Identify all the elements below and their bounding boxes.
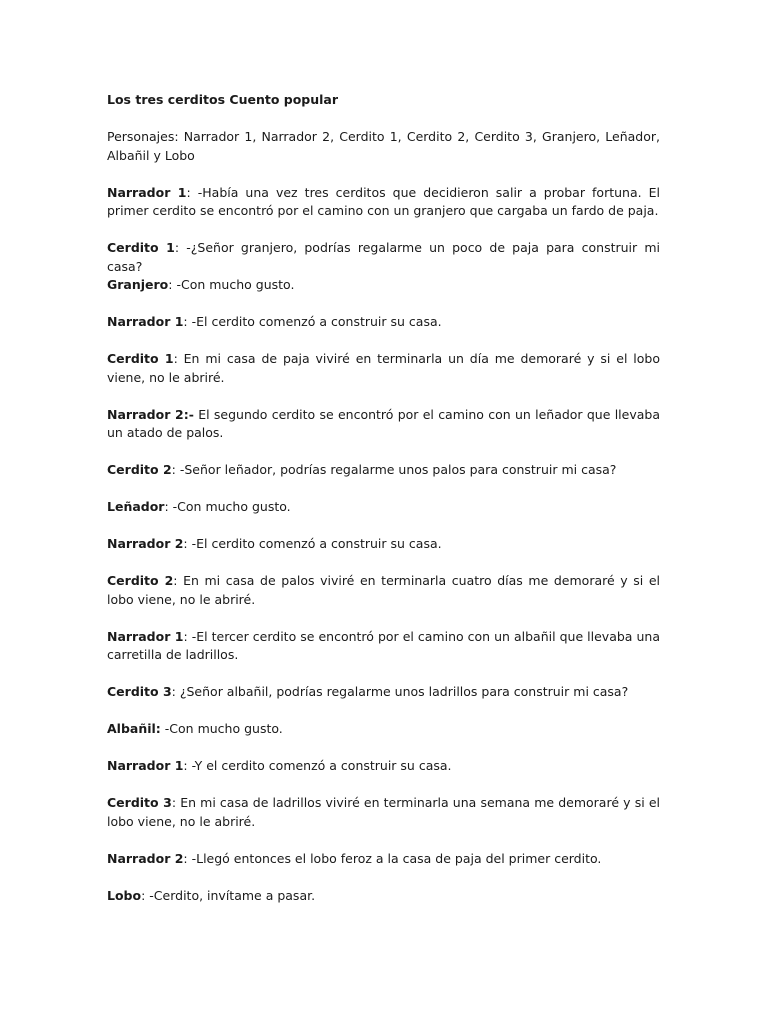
spacer — [107, 702, 660, 721]
spacer — [107, 295, 660, 314]
dialogue-line — [107, 461, 660, 480]
line-text: -El cerdito comenzó a construir su casa. — [191, 314, 442, 329]
separator: : — [164, 499, 173, 514]
line-text: En mi casa de paja viviré en terminarla un día me demoraré y si el lobo viene, no le abriré. — [107, 351, 660, 385]
dialogue-line — [107, 535, 660, 554]
speaker: Narrador 1 — [107, 184, 187, 200]
line-text: -Con mucho gusto. — [172, 499, 291, 514]
speaker: Granjero — [107, 277, 169, 292]
dialogue-line — [107, 406, 660, 443]
dialogue-line — [107, 184, 660, 221]
spacer — [107, 165, 660, 184]
speaker: Albañil: — [107, 721, 161, 736]
spacer — [107, 387, 660, 406]
dialogue-line — [107, 350, 660, 387]
spacer — [107, 480, 660, 499]
dialogue-line — [107, 239, 660, 276]
speaker: Cerdito 2 — [107, 573, 174, 588]
separator: : — [168, 277, 177, 292]
spacer — [107, 868, 660, 887]
dialogue-line — [107, 850, 660, 869]
line-text: ¿Señor albañil, podrías regalarme unos ladrillos para construir mi casa? — [179, 684, 629, 699]
spacer — [107, 609, 660, 628]
speaker: Leñador — [107, 499, 165, 514]
spacer — [107, 110, 660, 129]
document-title: Los tres cerditos Cuento popular — [107, 92, 339, 107]
line-text: -Con mucho gusto. — [164, 721, 283, 736]
line-text: -Señor leñador, podrías regalarme unos palos para construir mi casa? — [179, 462, 617, 477]
separator: : — [183, 536, 192, 551]
separator: : — [141, 887, 150, 903]
speaker: Cerdito 3 — [107, 684, 172, 699]
spacer — [107, 831, 660, 850]
dialogue-line — [107, 628, 660, 665]
spacer — [107, 554, 660, 573]
separator: : — [183, 314, 192, 329]
separator: : — [183, 850, 192, 866]
separator: : — [173, 573, 184, 588]
spacer — [107, 443, 660, 462]
speaker: Narrador 1 — [107, 758, 184, 773]
dialogue-line — [107, 757, 660, 776]
dialogue-line — [107, 498, 660, 517]
line-text: En mi casa de ladrillos viviré en terminarla una semana me demoraré y si el lobo viene, no le abriré. — [107, 795, 660, 829]
document-page — [107, 91, 660, 905]
speaker: Narrador 2:- — [107, 406, 194, 422]
line-text: -El tercer cerdito se encontró por el camino con un albañil que llevaba una carretilla de ladrillos. — [107, 628, 660, 662]
spacer — [107, 517, 660, 536]
separator: : — [174, 240, 187, 255]
separator: : — [173, 351, 184, 366]
spacer — [107, 332, 660, 351]
line-text: -Había una vez tres cerditos que decidieron salir a probar fortuna. El primer cerdito se encontró por el camino con un granjero que cargaba un fardo de paja. — [107, 184, 660, 218]
line-text: El segundo cerdito se encontró por el camino con un leñador que llevaba un atado de palos. — [107, 406, 660, 440]
speaker: Narrador 2 — [107, 536, 184, 551]
separator: : — [183, 628, 192, 644]
line-text: -Llegó entonces el lobo feroz a la casa de paja del primer cerdito. — [191, 850, 602, 866]
line-text: -El cerdito comenzó a construir su casa. — [191, 536, 442, 551]
speaker: Narrador 2 — [107, 850, 184, 866]
speaker: Cerdito 1 — [107, 351, 174, 366]
separator: : — [171, 795, 181, 810]
dialogue-line — [107, 572, 660, 609]
line-text: -¿Señor granjero, podrías regalarme un poco de paja para construir mi casa? — [107, 240, 660, 274]
separator: : — [171, 462, 180, 477]
dialogue-line — [107, 794, 660, 831]
speaker: Narrador 1 — [107, 628, 184, 644]
speaker: Cerdito 3 — [107, 795, 172, 810]
line-text: -Cerdito, invítame a pasar. — [149, 887, 316, 903]
spacer — [107, 776, 660, 795]
dialogue-line — [107, 683, 660, 702]
separator: : — [171, 684, 180, 699]
dialogue-line — [107, 276, 660, 295]
separator: : — [183, 758, 192, 773]
speaker: Cerdito 1 — [107, 240, 175, 255]
line-text: -Y el cerdito comenzó a construir su casa. — [191, 758, 452, 773]
speaker: Narrador 1 — [107, 314, 184, 329]
spacer — [107, 221, 660, 240]
spacer — [107, 739, 660, 758]
dialogue-line — [107, 720, 660, 739]
line-text: -Con mucho gusto. — [176, 277, 295, 292]
dialogue-line — [107, 887, 660, 906]
speaker: Cerdito 2 — [107, 462, 172, 477]
dialogue-line — [107, 313, 660, 332]
separator: : — [186, 184, 198, 200]
spacer — [107, 665, 660, 684]
line-text: En mi casa de palos viviré en terminarla cuatro días me demoraré y si el lobo viene, no le abriré. — [107, 573, 660, 607]
characters-list: Personajes: Narrador 1, Narrador 2, Cerdito 1, Cerdito 2, Cerdito 3, Granjero, Leñador, Albañil y Lobo — [107, 129, 660, 163]
speaker: Lobo — [107, 887, 142, 903]
